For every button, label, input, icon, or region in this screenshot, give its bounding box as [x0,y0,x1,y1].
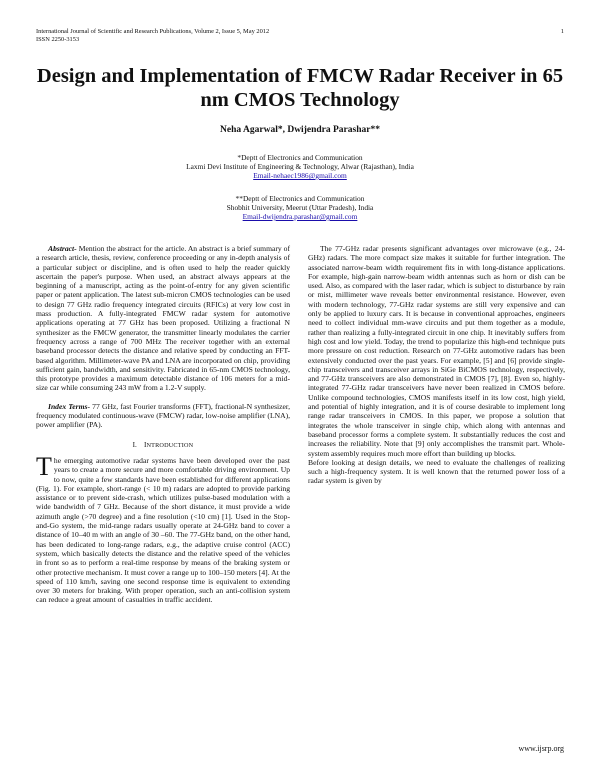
index-terms [36,402,290,430]
right-column [308,244,565,486]
abstract-label: Abstract- [48,244,77,253]
intro-paragraph-1 [36,451,290,605]
left-column [36,244,290,605]
running-header [36,28,564,44]
footer-url[interactable]: www.ijsrp.org [518,744,564,753]
section-heading-introduction [36,441,290,450]
paper-title: Design and Implementation of FMCW Radar Receiver in 65 nm CMOS Technology [36,65,564,111]
affiliation-1-dept: *Deptt of Electronics and Communication [237,153,363,162]
affiliation-2 [0,194,600,221]
journal-line: International Journal of Scientific and Research Publications, Volume 2, Issue 5, May 2012 [36,28,270,35]
section-title-rest: NTRODUCTION [146,441,194,449]
affiliation-2-dept: **Deptt of Electronics and Communication [235,194,365,203]
affiliation-2-institute: Shobhit University, Meerut (Uttar Pradesh), India [226,203,374,212]
affiliation-1 [0,153,600,180]
affiliation-1-institute: Laxmi Devi Institute of Engineering & Technology, Alwar (Rajasthan), India [186,162,414,171]
affiliation-1-email[interactable]: Email-nehaec1986@gmail.com [253,171,347,180]
index-terms-label: Index Terms- [48,401,90,411]
section-title-initial: I [144,440,147,449]
drop-cap: T [36,451,52,481]
page-number: 1 [560,28,564,35]
affiliation-2-email[interactable]: Email-dwijendra.parashar@gmail.com [242,212,358,221]
intro-paragraph-2: The 77-GHz radar presents significant advantages over microwave (e.g., 24-GHz) radars. The more compact size makes it suitable for further integration. The associated narrow-beam width requirement fits in with long-distance applications. For example, high-gain narrow-beam width antennas such as horn or dish can be used. Also, as compared with the laser radar, which is subject to disturbance by rain or mist, millimeter wave reveals better environmental resistance. However, even with modern technology, 77-GHz radar systems are still very expensive and can only be applied to luxury cars. It is because in conventional approaches, engineers need to collect individual mm-wave circuits and put them together as a module, rather than realizing a fully-integrated circuit in one chip. It inevitably suffers from high cost and low yield. Today, the trend to popularize this high-end technique puts more pressure on cost reduction. Research on 77-GHz automotive radars has been extensively conducted over the past years. For example, [5] and [6] provide single-chip transceivers and transceiver arrays in SiGe BiCMOS technology, respectively, and 77-GHz transceivers are also demonstrated in CMOS [7], [8]. Even so, highly-integrated 77-GHz radar transceivers have never been realized in CMOS before. Unlike compound technologies, CMOS manifests itself in its low cost, high yield, and potential of highly integration, and it is of course desirable to implement long range radar transceivers in CMOS. In this paper, we propose a solution that integrates the whole transceiver in single chip, which along with antennas and baseband processor forms a complete system. It substantially reduces the cost and increases the reliability. Note that [9] only accomplishes the transmit part. Whole-system assembly requires much more effort than building up blocks. [308,244,565,458]
author-list: Neha Agarwal*, Dwijendra Parashar** [220,125,380,135]
abstract-text: Mention the abstract for the article. An abstract is a brief summary of a research article, thesis, review, conference proceeding or any in-depth analysis of a particular subject or discipline, and is often used to help the reader quickly ascertain the paper's purpose. When used, an abstract always appears at the beginning of a manuscript, acting as the point-of-entry for any given scientific paper or patent application. The latest sub-micron CMOS technologies can be used to design 77 GHz radio frequency integrated circuits (RFICs) at very low cost in mass production. A fully-integrated FMCW radar system for automotive applications operating at 77 GHz has been proposed. Utilizing a fractional N synthesizer as the FMCW generator, the transmitter linearly modulates the carrier frequency across a range of 700 MHz The receiver together with an external baseband processor detects the distance and relative speed by conducting an FFT-based algorithm. Millimeter-wave PA and LNA are incorporated on chip, providing sufficient gain, bandwidth, and sensitivity. Fabricated in 65-nm CMOS technology, this prototype provides a maximum detectable distance of 106 meters for a mid-size car while consuming 243 mW from a 1.2-V supply. [36,244,290,393]
intro-paragraph-3: Before looking at design details, we need to evaluate the challenges of realizing such a high-frequency system. It is well known that the returned power loss of a radar system is given by [308,457,565,486]
section-number: I. [132,440,137,449]
index-terms-text: 77 GHz, fast Fourier transforms (FFT), fractional-N synthesizer, frequency modulated continuous-wave (FMCW) radar, low-noise amplifier (LNA), power amplifier (PA). [36,401,291,430]
issn-line: ISSN 2250-3153 [36,36,80,44]
abstract [36,244,290,393]
intro-paragraph-1-text: he emerging automotive radar systems have been developed over the past years to create a more secure and more comfortable driving environment. Up to now, quite a few standards have been established for different applications (Fig. 1). For example, short-range (< 10 m) radars are adopted to provide parking assistance or to prevent side-crash, which utilizes pulse-based modulation with a wide bandwidth of 7 GHz. Because of the short distance, it must provide a wide azimuth angle (>70 degree) and a fine resolution (<10 cm) [1]. Used in the Stop-and-Go system, the mid-range radars usually operate at 24-GHz band to cover a distance of 10–40 m with an angle of 30 –60. The 77-GHz band, on the other hand, has been dedicated to long-range radars, e.g., the adaptive cruise control (ACC) system, which basically detects the distance and the relative speed of the vehicles in front so as to perform a real-time response by means of the braking system or other protective mechanism. It must cover a range up to 100–150 meters [4]. At the speed of 110 km/h, saving one second response time is equivalent to extending over 30 meters for braking. With proper operation, such an anti-collision system can reduce a great amount of casualties in traffic accident. [36,455,290,605]
